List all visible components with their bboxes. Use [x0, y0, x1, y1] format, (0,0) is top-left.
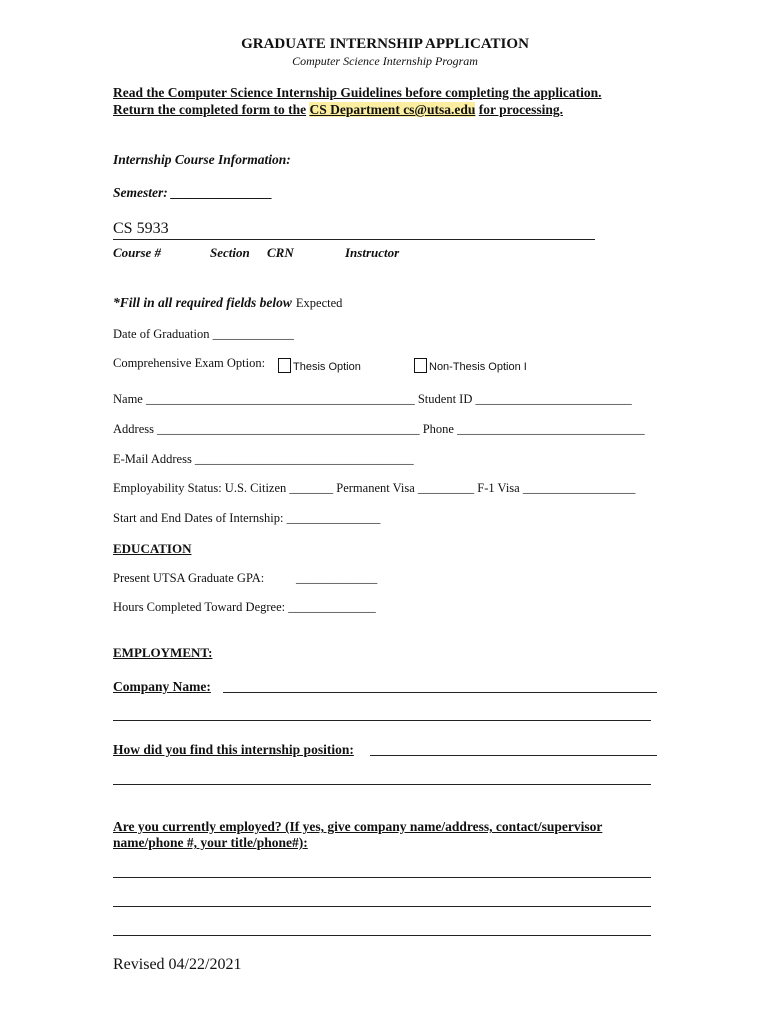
internship-dates-field[interactable]: Start and End Dates of Internship: _______________ — [113, 511, 381, 525]
crn-caption: CRN — [267, 245, 294, 260]
company-name-line-2[interactable] — [113, 720, 651, 721]
gpa-field[interactable]: _____________ — [296, 571, 378, 585]
employment-details-line-1[interactable] — [113, 877, 651, 878]
course-field[interactable] — [113, 220, 595, 240]
course-number-value: CS 5933 — [113, 220, 169, 237]
required-note — [113, 294, 342, 312]
currently-employed-question: Are you currently employed? (If yes, give company name/address, contact/supervisor name/phone #, your title/phone#): — [113, 819, 603, 850]
thesis-option[interactable] — [278, 357, 361, 375]
company-name-label: Company Name: — [113, 679, 211, 694]
required-note-label: *Fill in all required fields below — [113, 295, 292, 310]
course-number-caption: Course # — [113, 245, 162, 260]
hours-completed-field[interactable]: Hours Completed Toward Degree: ______________ — [113, 600, 376, 614]
gpa-label: Present UTSA Graduate GPA: — [113, 571, 265, 585]
revision-date: Revised 04/22/2021 — [113, 956, 242, 973]
thesis-option-label: Thesis Option — [293, 361, 361, 373]
non-thesis-option-checkbox[interactable] — [414, 358, 427, 373]
section-caption: Section — [210, 245, 250, 260]
address-phone-field[interactable]: Address __________________________________________ Phone ______________________________ — [113, 422, 645, 436]
find-position-line-2[interactable] — [113, 784, 651, 785]
email-field[interactable]: E-Mail Address ___________________________________ — [113, 452, 414, 466]
employment-details-line-2[interactable] — [113, 906, 651, 907]
semester-field[interactable]: Semester: _______________ — [113, 185, 273, 200]
instructions-text-1: Read the Computer Science Internship Guidelines before completing the application. — [113, 85, 602, 100]
non-thesis-option-label: Non-Thesis Option I — [429, 361, 527, 373]
instructor-caption: Instructor — [345, 245, 400, 260]
form-title: GRADUATE INTERNSHIP APPLICATION — [241, 36, 529, 52]
employability-status-field[interactable]: Employability Status: U.S. Citizen _______ Permanent Visa _________ F-1 Visa __________________ — [113, 481, 636, 495]
required-note-suffix: Expected — [295, 296, 343, 310]
find-position-label: How did you find this internship position: — [113, 742, 354, 757]
instructions-paragraph — [113, 84, 633, 118]
cs-department-email-highlight: CS Department cs@utsa.edu — [309, 102, 476, 117]
form-subtitle: Computer Science Internship Program — [292, 54, 478, 68]
instructions-text-3: for processing. — [478, 102, 564, 117]
find-position-line[interactable] — [370, 755, 657, 756]
graduation-date-field[interactable]: Date of Graduation _____________ — [113, 327, 294, 341]
employment-details-line-3[interactable] — [113, 935, 651, 936]
course-info-heading: Internship Course Information: — [113, 152, 291, 167]
instructions-text-2: Return the completed form to the — [113, 102, 307, 117]
name-student-id-field[interactable]: Name ___________________________________________ Student ID _________________________ — [113, 392, 632, 406]
exam-option-label: Comprehensive Exam Option: — [113, 356, 266, 370]
company-name-line[interactable] — [223, 692, 657, 693]
education-heading: EDUCATION — [113, 541, 192, 556]
employment-heading: EMPLOYMENT: — [113, 645, 213, 660]
non-thesis-option[interactable] — [414, 357, 527, 375]
thesis-option-checkbox[interactable] — [278, 358, 291, 373]
